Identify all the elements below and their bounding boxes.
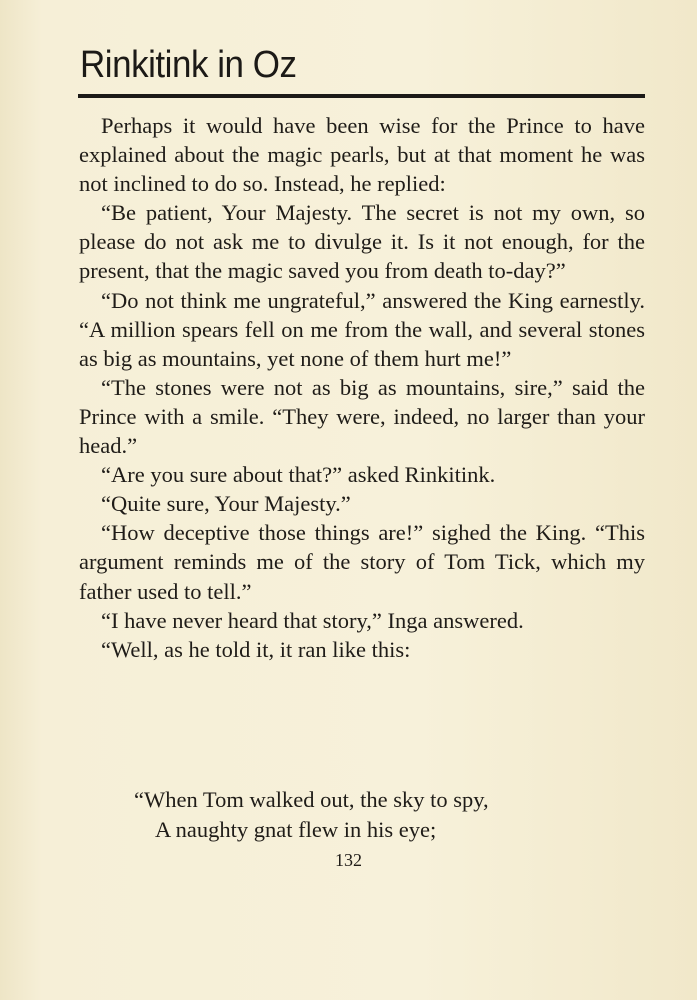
page-number: 132 xyxy=(335,850,362,870)
body-text xyxy=(79,111,645,664)
paragraph: “Quite sure, Your Majesty.” xyxy=(101,491,351,517)
header-rule xyxy=(78,94,645,98)
paragraph: “I have never heard that story,” Inga answered. xyxy=(101,607,524,633)
verse-line: “When Tom walked out, the sky to spy, xyxy=(134,787,489,812)
running-title: Rinkitink in Oz xyxy=(80,44,297,86)
paragraph: “Are you sure about that?” asked Rinkitink. xyxy=(101,462,496,488)
paragraph: “Do not think me ungrateful,” answered the King earnestly. “A million spears fell on me from the wall, and several stones as big as mountains, yet none of them hurt me!” xyxy=(79,287,645,371)
paragraph: Perhaps it would have been wise for the Prince to have explained about the magic pearls, but at that moment he was not inclined to do so. Instead, he replied: xyxy=(79,113,645,197)
paragraph: “The stones were not as big as mountains, sire,” said the Prince with a smile. “They were, indeed, no larger than your head.” xyxy=(79,374,645,459)
paragraph: “Well, as he told it, it ran like this: xyxy=(101,636,411,662)
paragraph: “How deceptive those things are!” sighed the King. “This argument reminds me of the story of Tom Tick, which my father used to tell.” xyxy=(79,520,645,604)
paragraph: “Be patient, Your Majesty. The secret is not my own, so please do not ask me to divulge it. Is it not enough, for the present, that the magic saved you from death to-day?” xyxy=(79,200,645,284)
verse-block xyxy=(79,785,645,845)
verse-line: A naughty gnat flew in his eye; xyxy=(155,817,437,842)
